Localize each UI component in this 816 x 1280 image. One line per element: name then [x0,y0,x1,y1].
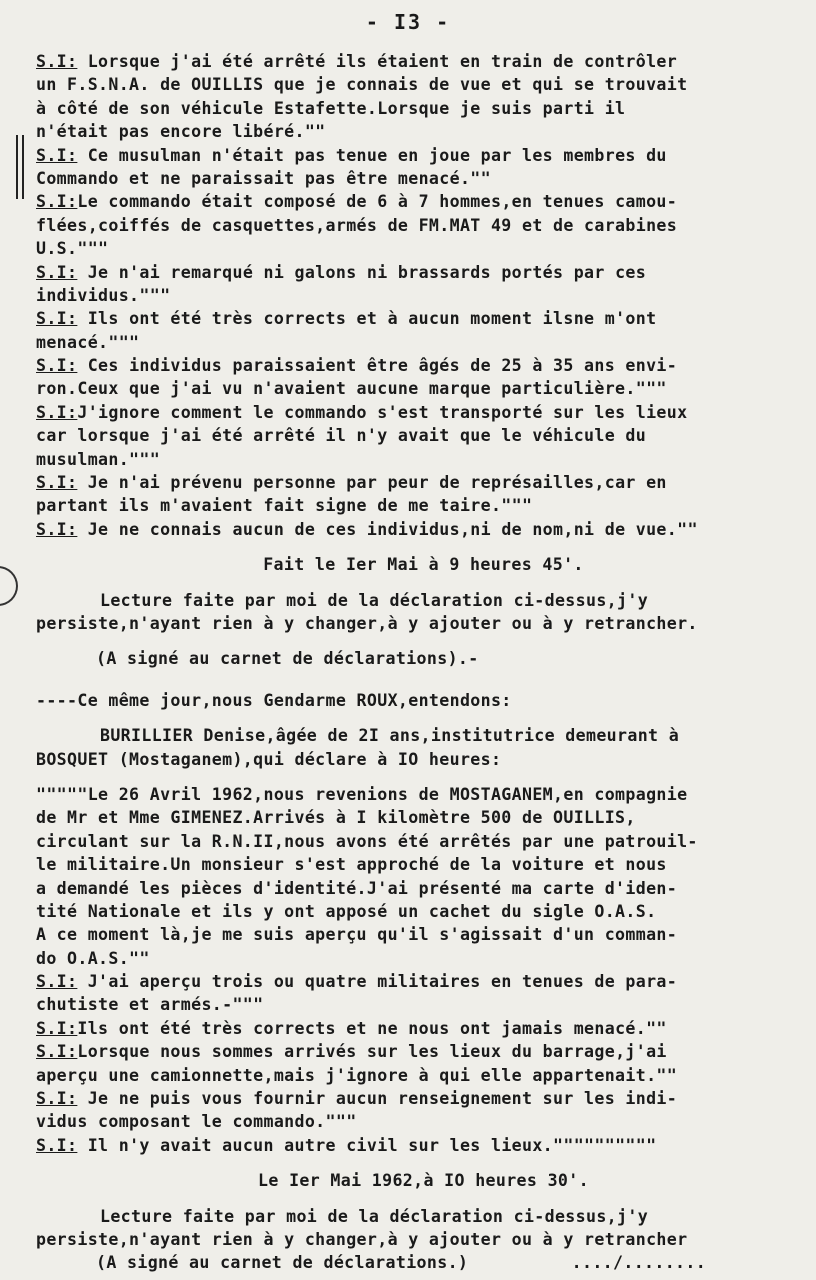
line-text: Ces individus paraissaient être âgés de 25 à 35 ans envi- [77,356,678,376]
line-text: A ce moment là,je me suis aperçu qu'il s'agissait d'un comman- [36,925,678,945]
line-text: partant ils m'avaient fait signe de me taire.""" [36,496,533,516]
line-spacer [36,541,811,553]
line-text: vidus composant le commando.""" [36,1112,357,1132]
line-text: ron.Ceux que j'ai vu n'avaient aucune marque particulière.""" [36,379,667,399]
text-line [36,1087,811,1110]
text-line [36,448,811,471]
line-text: de Mr et Mme GIMENEZ.Arrivés à I kilomètre 500 de OUILLIS, [36,808,636,828]
line-text: Ils ont été très corrects et à aucun moment ilsne m'ont [77,309,657,329]
si-marker: S.I: [36,145,78,165]
line-text: Je n'ai remarqué ni galons ni brassards portés par ces [77,262,647,282]
si-marker: S.I: [36,262,78,282]
document-body [36,50,811,1275]
line-text: Le commando était composé de 6 à 7 hommes,en tenues camou- [77,192,678,212]
text-line [36,120,811,143]
si-marker: S.I: [36,356,78,376]
line-text: a demandé les pièces d'identité.J'ai présenté ma carte d'iden- [36,878,678,898]
line-text: J'ai aperçu trois ou quatre militaires en tenues de para- [77,972,678,992]
text-line [36,923,811,946]
line-text: Je ne puis vous fournir aucun renseignement sur les indi- [77,1089,678,1109]
line-text: Lorsque nous sommes arrivés sur les lieux du barrage,j'ai [77,1042,667,1062]
line-text: à côté de son véhicule Estafette.Lorsque je suis parti il [36,98,626,118]
text-line [36,237,811,260]
text-line [36,261,811,284]
line-text: Je ne connais aucun de ces individus,ni de nom,ni de vue."" [77,519,698,539]
line-spacer [36,771,811,783]
text-line [36,947,811,970]
line-spacer [36,635,811,647]
line-text: Le Ier Mai 1962,à IO heures 30'. [258,1171,589,1191]
line-text: BOSQUET (Mostaganem),qui déclare à IO heures: [36,749,502,769]
text-line [36,331,811,354]
line-text: chutiste et armés.-""" [36,995,264,1015]
line-text: do O.A.S."" [36,948,150,968]
text-line [36,307,811,330]
margin-mark [16,135,24,199]
line-text: Ce musulman n'était pas tenue en joue par les membres du [77,145,667,165]
line-text: """""Le 26 Avril 1962,nous revenions de MOSTAGANEM,en compagnie [36,784,688,804]
si-marker: S.I: [36,1018,78,1038]
line-text: tité Nationale et ils y ont apposé un cachet du sigle O.A.S. [36,901,657,921]
text-line [36,853,811,876]
line-text: musulman.""" [36,449,161,469]
text-line [36,97,811,120]
text-line [36,724,811,747]
text-line [36,167,811,190]
text-line [36,518,811,541]
text-line [36,877,811,900]
page-number: - I3 - [365,10,451,34]
line-text: circulant sur la R.N.II,nous avons été arrêtés par une patrouil- [36,831,698,851]
line-text: Lecture faite par moi de la déclaration ci-dessus,j'y [100,1206,649,1226]
line-text: menacé.""" [36,332,140,352]
text-line [36,612,811,635]
line-text: BURILLIER Denise,âgée de 2I ans,institutrice demeurant à [100,726,680,746]
line-text: Lecture faite par moi de la déclaration ci-dessus,j'y [100,590,649,610]
text-line [36,144,811,167]
text-line [36,830,811,853]
text-line [36,377,811,400]
text-line [36,50,811,73]
text-line [36,993,811,1016]
si-marker: S.I: [36,473,78,493]
line-text: ----Ce même jour,nous Gendarme ROUX,entendons: [36,690,512,710]
line-text: le militaire.Un monsieur s'est approché de la voiture et nous [36,855,667,875]
line-text: n'était pas encore libéré."" [36,122,326,142]
si-marker: S.I: [36,1042,78,1062]
line-text: Je n'ai prévenu personne par peur de représailles,car en [77,473,667,493]
margin-bracket [0,566,18,606]
line-text: U.S.""" [36,239,109,259]
line-spacer [36,712,811,724]
text-line [36,1064,811,1087]
line-text: un F.S.N.A. de OUILLIS que je connais de vue et qui se trouvait [36,75,688,95]
text-line [36,1251,811,1274]
line-text: persiste,n'ayant rien à y changer,à y ajouter ou à y retrancher [36,1229,688,1249]
text-line [36,471,811,494]
si-marker: S.I: [36,1089,78,1109]
line-text: car lorsque j'ai été arrêté il n'y avait que le véhicule du [36,426,647,446]
si-marker: S.I: [36,1135,78,1155]
line-spacer [36,1157,811,1169]
text-line [36,970,811,993]
text-line [36,424,811,447]
si-marker: S.I: [36,52,78,71]
line-text: Fait le Ier Mai à 9 heures 45'. [263,555,584,575]
line-text: aperçu une camionnette,mais j'ignore à qui elle appartenait."" [36,1065,678,1085]
line-text: Lorsque j'ai été arrêté ils étaient en train de contrôler [77,52,678,71]
si-marker: S.I: [36,309,78,329]
text-line [36,1169,811,1192]
si-marker: S.I: [36,972,78,992]
text-line [36,1017,811,1040]
text-line [36,900,811,923]
line-text: persiste,n'ayant rien à y changer,à y ajouter ou à y retrancher. [36,613,698,633]
text-line [36,689,811,712]
line-spacer [36,577,811,589]
line-text: (A signé au carnet de déclarations.) ..../........ [96,1253,707,1273]
text-line [36,73,811,96]
text-line [36,647,811,670]
line-text: J'ignore comment le commando s'est transporté sur les lieux [77,402,688,422]
text-line [36,494,811,517]
text-line [36,401,811,424]
line-text: Il n'y avait aucun autre civil sur les lieux."""""""""" [77,1135,657,1155]
text-line [36,1110,811,1133]
text-line [36,1134,811,1157]
line-text: Ils ont été très corrects et ne nous ont jamais menacé."" [77,1018,667,1038]
text-line [36,783,811,806]
text-line [36,1205,811,1228]
text-line [36,748,811,771]
text-line [36,553,811,576]
line-text: flées,coiffés de casquettes,armés de FM.MAT 49 et de carabines [36,215,678,235]
text-line [36,190,811,213]
text-line [36,354,811,377]
text-line [36,589,811,612]
line-spacer [36,671,811,689]
si-marker: S.I: [36,192,78,212]
text-line [36,806,811,829]
line-spacer [36,1193,811,1205]
line-text: (A signé au carnet de déclarations).- [96,649,479,669]
text-line [36,214,811,237]
text-line [36,1040,811,1063]
si-marker: S.I: [36,402,78,422]
text-line [36,1228,811,1251]
text-line [36,284,811,307]
line-text: individus.""" [36,285,171,305]
si-marker: S.I: [36,519,78,539]
line-text: Commando et ne paraissait pas être menacé."" [36,168,491,188]
